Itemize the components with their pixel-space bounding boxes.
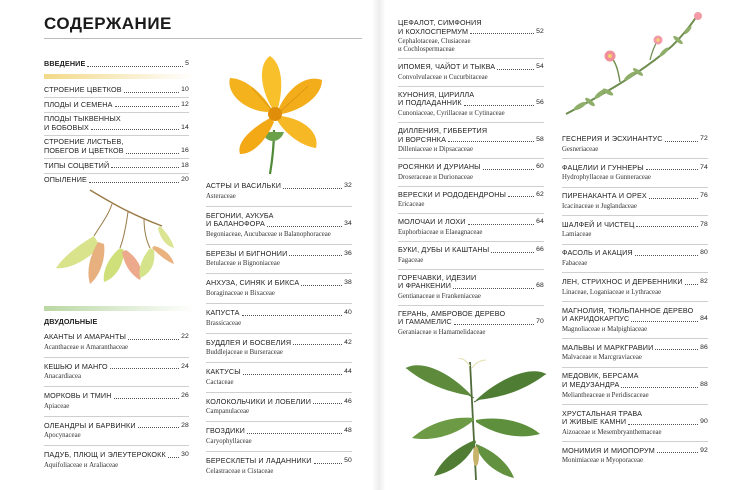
toc-entry-row — [398, 218, 544, 227]
toc-page-number: 22 — [181, 333, 189, 340]
dot-leader — [301, 285, 342, 286]
toc-entry-title: КАПУСТА — [206, 307, 240, 317]
toc-page-number: 32 — [344, 182, 352, 189]
dot-leader — [454, 324, 534, 325]
dot-leader — [665, 141, 699, 142]
toc-entry[interactable] — [398, 158, 544, 182]
dot-leader — [89, 182, 179, 183]
dot-leader — [128, 339, 179, 340]
toc-entry-title: МЕДОВИК, БЕРСАМА — [562, 371, 639, 381]
toc-entry[interactable] — [562, 158, 708, 182]
toc-entry-row — [206, 339, 352, 348]
toc-intro-section — [44, 60, 189, 69]
toc-page-number: 76 — [700, 192, 708, 200]
toc-latin-name: Boraginaceae и Bixaceae — [206, 289, 275, 297]
dot-leader — [497, 69, 534, 70]
toc-entry-row — [562, 418, 708, 427]
toc-latin-name: Campanulaceae — [206, 408, 250, 416]
dot-leader — [508, 196, 534, 197]
toc-entry-row — [44, 86, 189, 95]
toc-entry-title: ТИПЫ СОЦВЕТИЙ — [44, 160, 110, 170]
dot-leader — [448, 141, 534, 142]
toc-page-number: 12 — [181, 100, 189, 108]
dot-leader — [631, 321, 698, 322]
toc-entry-title: ПЛОДЫ И СЕМЕНА — [44, 99, 113, 109]
dot-leader — [242, 315, 343, 316]
dot-leader — [267, 226, 342, 227]
seed-pods-illustration — [50, 186, 180, 291]
toc-entry[interactable] — [44, 86, 189, 95]
toc-latin-name: Magnoliaceae и Malpighiaceae — [562, 325, 648, 333]
toc-entry-title: ВЕРЕСКИ И РОДОДЕНДРОНЫ — [398, 189, 507, 199]
toc-latin-name: Cephalotaceae, Clusiaceae — [398, 38, 471, 46]
toc-latin-name: и Cochlospermaceae — [398, 46, 455, 54]
dot-leader — [491, 252, 534, 253]
toc-entry-title: И КОХЛОСПЕРМУМ — [398, 26, 469, 36]
toc-entry-title: МАЛЬВЫ И МАРКГРАВИИ — [562, 342, 654, 352]
toc-entry-title: МОНИМИЯ И МИОПОРУМ — [562, 445, 655, 455]
toc-entry[interactable] — [44, 333, 189, 352]
dot-leader — [453, 288, 534, 289]
dot-leader — [621, 387, 698, 388]
toc-entry-row — [562, 164, 708, 173]
dot-leader — [636, 226, 698, 227]
toc-column-3 — [398, 19, 544, 337]
dicots-accent-bar — [44, 306, 194, 311]
toc-page-number: 92 — [700, 446, 708, 454]
toc-entry-title: И БОБОВЫХ — [44, 122, 89, 132]
toc-latin-name: Cunoniaceae, Cyrillaceae и Cytinaceae — [398, 109, 505, 117]
toc-entry-title: КОЛОКОЛЬЧИКИ И ЛОБЕЛИИ — [206, 396, 312, 406]
dot-leader — [470, 33, 534, 34]
toc-latin-name: Acanthaceae и Amaranthaceae — [44, 343, 129, 351]
toc-page-number: 52 — [536, 27, 544, 35]
toc-entry[interactable] — [44, 445, 189, 470]
dot-leader — [243, 374, 342, 375]
toc-entry[interactable] — [398, 269, 544, 301]
dot-leader — [649, 198, 698, 199]
toc-entry[interactable] — [206, 392, 352, 417]
toc-entry-title: АНХУЗА, СИНЯК И БИКСА — [206, 278, 300, 288]
toc-dicots-heading — [44, 318, 189, 327]
toc-entry[interactable] — [44, 135, 189, 156]
toc-page-number: 30 — [181, 451, 189, 459]
succulent-sprig-illustration — [560, 10, 710, 122]
leafy-branch-illustration — [400, 358, 550, 484]
toc-entry-row — [206, 427, 352, 436]
toc-entry[interactable] — [398, 86, 544, 118]
toc-entry-title: МОЛОЧАИ И ЛОХИ — [398, 217, 466, 227]
toc-entry-row — [206, 457, 352, 466]
toc-entry[interactable] — [206, 182, 352, 201]
toc-entry-title: КЕШЬЮ И МАНГО — [44, 361, 108, 371]
toc-latin-name: Linaceae, Loganiaceae и Lythraceae — [562, 288, 662, 296]
toc-entry-row — [44, 451, 189, 460]
toc-latin-name: Gesneriaceae — [562, 145, 599, 153]
toc-page-number: 28 — [181, 421, 189, 429]
toc-page-number: 38 — [344, 279, 352, 287]
toc-entry-row — [562, 278, 708, 287]
toc-entry-title: ГОРЕЧАВКИ, ИДЕЗИИ — [398, 272, 477, 282]
dot-leader — [293, 344, 342, 345]
toc-entry[interactable] — [398, 19, 544, 54]
toc-entry-title: И ПОДЛАДАННИК — [398, 98, 462, 108]
toc-entry[interactable] — [206, 206, 352, 239]
toc-page-number: 34 — [344, 220, 352, 228]
toc-page-number: 10 — [181, 86, 189, 93]
toc-entry-row — [562, 315, 708, 324]
toc-page-number: 72 — [700, 135, 708, 142]
toc-entry-row — [44, 162, 189, 171]
toc-entry-row — [206, 279, 352, 288]
toc-entry[interactable] — [562, 187, 708, 211]
toc-latin-name: Monimiaceae и Myoporaceae — [562, 457, 644, 465]
toc-column-1 — [44, 333, 189, 470]
toc-entry-row — [562, 221, 708, 230]
toc-latin-name: Apiaceae — [44, 402, 70, 410]
toc-entry-row — [206, 182, 352, 191]
toc-entry-title: АКАНТЫ И АМАРАНТЫ — [44, 332, 127, 341]
toc-page-number: 86 — [700, 343, 708, 351]
toc-entry-title: АСТРЫ И ВАСИЛЬКИ — [206, 181, 282, 190]
toc-entry[interactable] — [398, 213, 544, 237]
toc-entry-row — [44, 392, 189, 401]
toc-entry[interactable] — [398, 305, 544, 337]
toc-entry-row — [206, 368, 352, 377]
toc-entry-row — [44, 101, 189, 110]
toc-page-number: 36 — [344, 249, 352, 257]
dot-leader — [115, 106, 180, 107]
toc-latin-name: Malvaceae и Marcgraviaceae — [562, 354, 642, 362]
toc-entry[interactable] — [44, 416, 189, 441]
toc-entry[interactable] — [44, 60, 189, 69]
toc-entry-title: И ВОРСЯНКА — [398, 134, 447, 144]
toc-latin-name: Apocynaceae — [44, 432, 81, 440]
dot-leader — [657, 452, 698, 453]
toc-entry-title: ПИРЕНАКАНТА И ОРЕХ — [562, 191, 647, 201]
toc-entry-row — [44, 176, 189, 185]
toc-entry-row — [562, 249, 708, 258]
toc-entry-row — [206, 220, 352, 229]
toc-entry-row — [206, 250, 352, 259]
toc-entry[interactable] — [206, 421, 352, 446]
toc-entry[interactable] — [206, 451, 352, 476]
toc-latin-name: Begoniaceae, Aucubaceae и Balanophoraceae — [206, 230, 331, 238]
dot-leader — [126, 153, 179, 154]
toc-entry-title: ФАЦЕЛИИ И ГУННЕРЫ — [562, 162, 644, 172]
toc-entry-row — [398, 246, 544, 255]
toc-page-number: 18 — [181, 161, 189, 169]
toc-page-number: 5 — [185, 60, 189, 67]
toc-latin-name: Icacinaceae и Juglandaceae — [562, 202, 637, 210]
toc-page-number: 46 — [344, 397, 352, 405]
toc-latin-name: Brassicaceae — [206, 319, 242, 327]
toc-page-number: 82 — [700, 277, 708, 285]
toc-page-number: 44 — [344, 368, 352, 376]
toc-page-number: 88 — [700, 380, 708, 388]
toc-latin-name: Meliantheaceae и Peridiscaceae — [562, 391, 649, 399]
toc-entry-row — [562, 447, 708, 456]
toc-entry-row — [398, 63, 544, 72]
toc-entry-row — [44, 60, 189, 69]
toc-entry[interactable] — [398, 58, 544, 82]
toc-entry-row — [44, 333, 189, 342]
toc-page-number: 66 — [536, 245, 544, 253]
toc-entry-title: БУКИ, ДУБЫ И КАШТАНЫ — [398, 244, 490, 254]
toc-entry-row — [44, 422, 189, 431]
toc-entry-title: ЦЕФАЛОТ, СИМФОНИЯ — [398, 18, 482, 27]
toc-page-number: 54 — [536, 63, 544, 71]
toc-latin-name: Hydrophyllaceae и Gunneraceae — [562, 174, 651, 182]
toc-page-number: 80 — [700, 249, 708, 257]
toc-latin-name: Ericaceae — [398, 201, 425, 209]
toc-latin-name: Fabaceae — [562, 259, 588, 267]
toc-entry-row — [398, 318, 544, 327]
toc-entry-title: И МЕДУЗАНДРА — [562, 379, 620, 389]
toc-entry-title: И ЖИВЫЕ КАМНИ — [562, 417, 627, 427]
toc-entry[interactable] — [562, 441, 708, 465]
dot-leader — [138, 427, 179, 428]
dot-leader — [635, 255, 698, 256]
toc-latin-name: Caryophyllaceae — [206, 437, 252, 445]
toc-entry-title: ФАСОЛЬ И АКАЦИЯ — [562, 248, 633, 258]
toc-entry-row — [398, 282, 544, 291]
toc-entry-row — [398, 191, 544, 200]
toc-entry-title: ПАДУБ, ПЛЮЩ И ЭЛЕУТЕРОКОКК — [44, 450, 166, 460]
toc-entry[interactable] — [44, 158, 189, 170]
toc-entry-title: ОПЫЛЕНИЕ — [44, 175, 87, 185]
toc-entry-row — [44, 147, 189, 156]
toc-latin-name: Gentianaceae и Frankeniaceae — [398, 292, 481, 300]
toc-entry-title: ПОБЕГОВ И ЦВЕТКОВ — [44, 145, 124, 155]
toc-entry[interactable] — [206, 303, 352, 328]
toc-entry[interactable] — [206, 362, 352, 387]
toc-page-number: 24 — [181, 362, 189, 370]
toc-entry-title: ХРУСТАЛЬНАЯ ТРАВА — [562, 408, 643, 418]
toc-page-number: 60 — [536, 163, 544, 171]
toc-entry[interactable] — [398, 241, 544, 265]
toc-entry-title: И ГАМАМЕЛИС — [398, 317, 452, 327]
toc-latin-name: Convolvulaceae и Cucurbitaceae — [398, 73, 488, 81]
toc-entry-title: И БАЛАНОФОРА — [206, 219, 265, 229]
title-divider — [44, 38, 362, 39]
toc-entry-title: И АКРИДОКАРПУС — [562, 314, 630, 324]
toc-page-number: 84 — [700, 315, 708, 323]
page-title: СОДЕРЖАНИЕ — [44, 14, 172, 33]
dot-leader — [114, 398, 180, 399]
toc-latin-name: Asteraceae — [206, 192, 236, 200]
toc-entry-title: БУДДЛЕЯ И БОСВЕЛИЯ — [206, 337, 292, 347]
toc-entry-title: КАКТУСЫ — [206, 367, 241, 377]
toc-entry-title: ОЛЕАНДРЫ И БАРВИНКИ — [44, 420, 136, 430]
toc-entry[interactable] — [44, 386, 189, 411]
toc-page-number: 16 — [181, 146, 189, 154]
toc-latin-name: Lamiaceae — [562, 231, 592, 239]
toc-entry-row — [562, 381, 708, 390]
toc-latin-name: Euphorbiaceae и Elaeagnaceae — [398, 228, 483, 236]
toc-page-number: 56 — [536, 99, 544, 107]
toc-page-number: 14 — [181, 123, 189, 131]
toc-page-number: 70 — [536, 318, 544, 326]
dot-leader — [111, 167, 179, 168]
toc-entry-title: РОСЯНКИ И ДУРИАНЫ — [398, 162, 481, 172]
dot-leader — [168, 457, 179, 458]
toc-page-number: 58 — [536, 135, 544, 143]
toc-entry[interactable] — [44, 112, 189, 133]
toc-latin-name: Droseraceae и Durionaceae — [398, 173, 473, 181]
toc-entry[interactable] — [398, 122, 544, 154]
toc-entry-title: КУНОНИЯ, ЦИРИЛЛА — [398, 89, 475, 99]
dot-leader — [313, 403, 342, 404]
toc-page-number: 42 — [344, 338, 352, 346]
toc-entry-row — [206, 309, 352, 318]
toc-entry[interactable] — [562, 404, 708, 437]
toc-latin-name: Geraniaceae и Hamamelidaceae — [398, 328, 486, 336]
dicots-heading-label: ДВУДОЛЬНЫЕ — [44, 317, 98, 326]
toc-page-number: 62 — [536, 190, 544, 198]
toc-latin-name: Betulaceae и Bignoniaceae — [206, 260, 280, 268]
toc-page-number: 48 — [344, 427, 352, 435]
toc-entry-row — [562, 192, 708, 201]
toc-entry-title: ДИЛЛЕНИЯ, ГИББЕРТИЯ — [398, 125, 488, 135]
toc-entry-title: СТРОЕНИЕ ЛИСТЬЕВ, — [44, 137, 124, 147]
toc-entry[interactable] — [562, 135, 708, 154]
dot-leader — [247, 433, 342, 434]
dot-leader — [314, 463, 343, 464]
toc-page-number: 26 — [181, 392, 189, 400]
toc-entry-row — [398, 99, 544, 108]
dot-leader — [655, 349, 698, 350]
toc-basics-section — [44, 86, 189, 185]
toc-entry-row — [206, 398, 352, 407]
toc-entry[interactable] — [44, 357, 189, 382]
toc-latin-name: Anacardiacea — [44, 373, 81, 381]
dot-leader — [91, 129, 179, 130]
toc-entry-title: МАГНОЛИЯ, ТЮЛЬПАННОЕ ДЕРЕВО — [562, 305, 694, 315]
toc-entry-row — [398, 28, 544, 37]
dot-leader — [289, 255, 342, 256]
toc-entry-row — [44, 363, 189, 372]
yellow-flower-illustration — [222, 52, 332, 177]
dot-leader — [124, 92, 179, 93]
toc-entry-row — [44, 124, 189, 133]
toc-page-number: 20 — [181, 176, 189, 184]
dot-leader — [464, 105, 534, 106]
toc-entry-title: ИПОМЕЯ, ЧАЙОТ И ТЫКВА — [398, 62, 496, 72]
dot-leader — [646, 169, 698, 170]
toc-entry-row — [562, 135, 708, 144]
toc-page-number: 64 — [536, 218, 544, 226]
toc-latin-name: Celastraceae и Cistaceae — [206, 467, 274, 475]
toc-page-number: 40 — [344, 308, 352, 316]
toc-entry-title: ЛЕН, СТРИХНОС И ДЕРБЕННИКИ — [562, 276, 683, 286]
toc-entry-title: БЕРЕЗЫ И БИГНОНИИ — [206, 248, 288, 258]
toc-page-number: 68 — [536, 282, 544, 290]
toc-entry-title: ГЕРАНЬ, АМБРОВОЕ ДЕРЕВО — [398, 308, 506, 318]
toc-entry-row — [562, 344, 708, 353]
intro-accent-bar — [44, 74, 194, 79]
toc-column-2 — [206, 182, 352, 476]
toc-latin-name: Aizoaceae и Mesembryanthemaceae — [562, 428, 662, 436]
toc-entry-title: ШАЛФЕЙ И ЧИСТЕЦ — [562, 219, 635, 229]
dot-leader — [468, 224, 535, 225]
toc-entry[interactable] — [206, 244, 352, 269]
toc-entry[interactable] — [562, 272, 708, 296]
dot-leader — [483, 169, 534, 170]
toc-entry[interactable] — [562, 367, 708, 400]
dot-leader — [110, 368, 179, 369]
toc-entry-title: БЕГОНИИ, АУКУБА — [206, 210, 274, 220]
toc-entry[interactable] — [44, 173, 189, 185]
toc-entry-row — [398, 136, 544, 145]
toc-entry-title: И ФРАНКЕНИИ — [398, 281, 452, 291]
toc-entry[interactable] — [562, 215, 708, 239]
toc-entry[interactable] — [206, 273, 352, 298]
toc-page-number: 74 — [700, 163, 708, 171]
toc-latin-name: Buddlejaceae и Burseraceae — [206, 349, 283, 357]
toc-entry-title: ГВОЗДИКИ — [206, 426, 245, 436]
toc-entry[interactable] — [562, 301, 708, 334]
toc-entry-row — [398, 163, 544, 172]
dot-leader — [283, 188, 342, 189]
toc-entry[interactable] — [398, 186, 544, 210]
toc-column-4 — [562, 135, 708, 465]
toc-page-number: 50 — [344, 456, 352, 464]
toc-entry-title: МОРКОВЬ И ТМИН — [44, 391, 112, 401]
toc-entry[interactable] — [206, 333, 352, 358]
toc-page-number: 78 — [700, 220, 708, 228]
toc-page-number: 90 — [700, 418, 708, 426]
toc-entry-title: ГЕСНЕРИЯ И ЭСХИНАНТУС — [562, 134, 663, 143]
book-gutter — [372, 0, 386, 490]
toc-entry[interactable] — [562, 244, 708, 268]
toc-entry[interactable] — [44, 97, 189, 109]
toc-latin-name: Fagaceae — [398, 256, 424, 264]
toc-entry-title: СТРОЕНИЕ ЦВЕТКОВ — [44, 85, 122, 94]
toc-entry[interactable] — [562, 338, 708, 362]
toc-entry-title: БЕРЕСКЛЕТЫ И ЛАДАННИКИ — [206, 455, 312, 465]
toc-latin-name: Dilleniaceae и Dipsacaceae — [398, 146, 473, 154]
toc-latin-name: Aquifoliaceae и Araliaceae — [44, 461, 119, 469]
toc-entry-title: ПЛОДЫ ТЫКВЕННЫХ — [44, 114, 121, 124]
dot-leader — [87, 66, 183, 67]
dot-leader — [628, 424, 698, 425]
toc-latin-name: Cactaceae — [206, 378, 234, 386]
dot-leader — [685, 284, 698, 285]
toc-entry-title: ВВЕДЕНИЕ — [44, 59, 86, 68]
